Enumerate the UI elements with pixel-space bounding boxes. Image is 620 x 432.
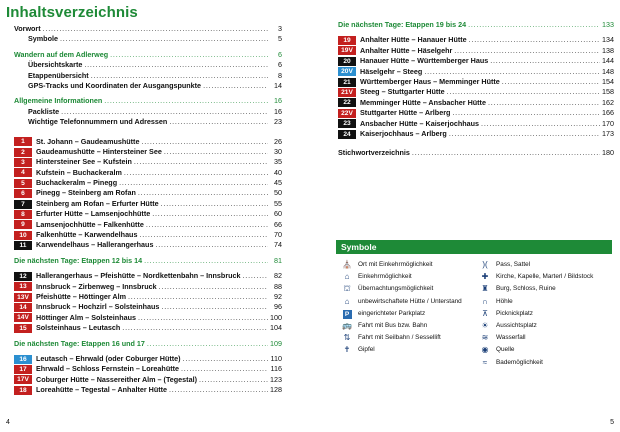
toc-entry-label: GPS-Tracks und Koordinaten der Ausgangspunkte xyxy=(28,80,202,90)
village-icon: ⛪ xyxy=(342,260,352,269)
toc-page-number: 109 xyxy=(270,338,282,348)
stage-number-badge: 7 xyxy=(14,200,32,209)
stage-number-badge: 1 xyxy=(14,137,32,146)
toc-entry-label: Anhalter Hütte – Hanauer Hütte xyxy=(360,35,467,45)
symbol-description: Wasserfall xyxy=(496,334,526,342)
stage-number-badge: 11 xyxy=(14,241,32,250)
symbol-description: Pass, Sattel xyxy=(496,261,531,268)
toc-stage-row[interactable] xyxy=(14,199,282,209)
leader-dots xyxy=(445,87,600,97)
leader-dots xyxy=(122,168,268,178)
toc-entry-label: Loreahütte – Tegestal – Anhalter Hütte xyxy=(36,385,167,395)
toc-page-number: 5 xyxy=(278,34,282,44)
symbol-legend-item xyxy=(336,321,474,332)
toc-entry-label: Erfurter Hütte – Lamsenjochhütte xyxy=(36,209,151,219)
toc-left-column xyxy=(14,24,282,396)
symbol-legend-item xyxy=(336,272,474,283)
toc-entry-label: Hallerangerhaus – Pfeishütte – Nordkettenbahn – Innsbruck xyxy=(36,271,241,281)
toc-stage-row[interactable] xyxy=(14,230,282,240)
picnic-icon: ⊼ xyxy=(482,308,488,318)
stage-number-badge: 20 xyxy=(338,57,356,66)
leader-dots xyxy=(137,230,268,240)
toc-entry-label: Wichtige Telefonnummern und Adressen xyxy=(28,117,168,127)
symbol-legend-item xyxy=(336,345,474,356)
leader-dots xyxy=(126,292,268,302)
leader-dots xyxy=(179,364,268,374)
toc-page-number: 170 xyxy=(602,118,614,128)
toc-entry-label: Vorwort xyxy=(14,24,41,33)
toc-stage-row[interactable] xyxy=(14,271,282,281)
leader-dots xyxy=(157,282,268,292)
leader-dots xyxy=(82,60,268,70)
symbol-description: Fahrt mit Bus bzw. Bahn xyxy=(358,321,428,329)
toc-page-number: 110 xyxy=(270,353,282,363)
symbol-description: Fahrt mit Seilbahn / Sessellift xyxy=(358,334,441,342)
page-title: Inhaltsverzeichnis xyxy=(6,4,138,21)
toc-stage-row[interactable] xyxy=(14,147,282,157)
toc-entry-label: Höttinger Alm – Solsteinhaus xyxy=(36,312,136,322)
toc-stage-row[interactable] xyxy=(14,323,282,333)
stage-number-badge: 5 xyxy=(14,179,32,188)
toc-stage-row[interactable] xyxy=(338,129,614,139)
toc-right-column xyxy=(338,20,614,159)
pass-icon: )( xyxy=(482,260,488,269)
toc-entry-label: Buchackeralm – Pinegg xyxy=(36,178,118,188)
leader-dots xyxy=(144,220,268,230)
leader-dots xyxy=(467,35,600,45)
toc-entry-label: Coburger Hütte – Nassereither Alm – (Tegestal) xyxy=(36,374,197,384)
stage-number-badge: 19V xyxy=(338,46,356,55)
toc-entry-label: Ehrwald – Schloss Fernstein – Loreahütte xyxy=(36,364,179,374)
leader-dots xyxy=(58,34,268,44)
waterfall-icon: ≋ xyxy=(481,333,489,343)
toc-entry-label: Etappenübersicht xyxy=(28,70,89,80)
inn-icon: ⌂ xyxy=(344,272,350,282)
toc-page-number: 88 xyxy=(274,281,282,291)
toc-page-number: 134 xyxy=(602,35,614,45)
toc-row[interactable] xyxy=(14,96,282,106)
stage-number-badge: 9 xyxy=(14,220,32,229)
toc-entry-label: Kaiserjochhaus – Arlberg xyxy=(360,128,447,138)
symbol-legend-item xyxy=(336,297,474,308)
stage-number-badge: 2 xyxy=(14,148,32,157)
symbol-legend-item xyxy=(336,260,474,271)
leader-dots xyxy=(410,148,600,158)
toc-stage-row[interactable] xyxy=(14,168,282,178)
leader-dots xyxy=(120,323,268,333)
toc-page-number: 144 xyxy=(602,56,614,66)
cablecar-icon: ⇅ xyxy=(343,333,351,343)
toc-row[interactable] xyxy=(14,117,282,127)
parking-icon: P xyxy=(336,309,358,319)
toc-entry-label: Steinberg am Rofan – Erfurter Hütte xyxy=(36,198,159,208)
toc-entry-label: Innsbruck – Zirbenweg – Innsbruck xyxy=(36,281,157,291)
leader-dots xyxy=(450,108,600,118)
leader-dots xyxy=(159,199,268,209)
toc-entry-label: Die nächsten Tage: Etappen 12 bis 14 xyxy=(14,255,143,265)
toc-page-number: 123 xyxy=(270,374,282,384)
cave-icon: ∩ xyxy=(482,296,488,306)
leader-dots xyxy=(422,67,600,77)
toc-entry-label: Innsbruck – Hochzirl – Solsteinhaus xyxy=(36,302,160,312)
hut-icon: ⌂ xyxy=(344,296,350,306)
toc-entry-label: Memminger Hütte – Ansbacher Hütte xyxy=(360,97,486,107)
stage-number-badge: 18 xyxy=(14,386,32,395)
symbol-description: unbewirtschaftete Hütte / Unterstand xyxy=(358,297,462,305)
toc-entry-label: Allgemeine Informationen xyxy=(14,96,103,106)
leader-dots xyxy=(167,117,268,127)
leader-dots xyxy=(162,147,268,157)
toc-row[interactable] xyxy=(14,24,282,34)
leader-dots xyxy=(167,385,268,395)
toc-page-number: 81 xyxy=(274,255,282,265)
toc-entry-label: Hintersteiner See – Kufstein xyxy=(36,157,132,167)
toc-entry-label: Wandern auf dem Adlerweg xyxy=(14,49,109,59)
toc-entry-label: Württemberger Haus – Memminger Hütte xyxy=(360,76,500,86)
stage-number-badge: 15 xyxy=(14,324,32,333)
toc-page-number: 26 xyxy=(274,136,282,146)
toc-row[interactable] xyxy=(338,20,614,30)
toc-page-number: 116 xyxy=(270,364,282,374)
leader-dots xyxy=(201,81,268,91)
stage-number-badge: 21 xyxy=(338,78,356,87)
toc-page-number: 82 xyxy=(274,271,282,281)
leader-dots xyxy=(241,271,269,281)
toc-entry-label: Falkenhütte – Karwendelhaus xyxy=(36,230,138,240)
toc-row[interactable] xyxy=(14,71,282,81)
stage-number-badge: 12 xyxy=(14,272,32,281)
toc-page-number: 158 xyxy=(602,87,614,97)
toc-stage-row[interactable] xyxy=(338,119,614,129)
toc-entry-label: Pfeishütte – Höttinger Alm xyxy=(36,291,126,301)
toc-stage-row[interactable] xyxy=(14,364,282,374)
bus-train-icon: 🚌 xyxy=(342,320,352,330)
toc-entry-label: Kufstein – Buchackeralm xyxy=(36,167,122,177)
leader-dots xyxy=(159,302,268,312)
viewpoint-icon: ☀ xyxy=(481,320,489,330)
symbol-description: Einkehrmöglichkeit xyxy=(358,273,412,281)
symbol-description: Übernachtungsmöglichkeit xyxy=(358,285,434,293)
symbol-legend-item xyxy=(474,321,612,332)
stage-number-badge: 14 xyxy=(14,303,32,312)
symbol-description: Burg, Schloss, Ruine xyxy=(496,285,556,293)
toc-stage-row[interactable] xyxy=(14,220,282,230)
leader-dots xyxy=(136,313,268,323)
toc-entry-label: Karwendelhaus – Hallerangerhaus xyxy=(36,240,154,250)
leader-dots xyxy=(145,339,268,349)
toc-entry-label: Packliste xyxy=(28,106,60,116)
toc-stage-row[interactable] xyxy=(14,178,282,188)
toc-entry-label: Häselgehr – Steeg xyxy=(360,66,423,76)
leader-dots xyxy=(488,56,600,66)
symbol-description: Kirche, Kapelle, Marterl / Bildstock xyxy=(496,273,594,281)
stage-number-badge: 10 xyxy=(14,231,32,240)
toc-entry-label: Stichwortverzeichnis xyxy=(338,148,410,158)
symbol-legend-item xyxy=(474,333,612,344)
stage-number-badge: 24 xyxy=(338,130,356,139)
swimming-icon: ≈ xyxy=(482,357,488,367)
symbol-description: Aussichtsplatz xyxy=(496,321,537,329)
toc-row[interactable] xyxy=(14,81,282,91)
toc-entry-label: Hanauer Hütte – Württemberger Haus xyxy=(360,56,489,66)
symbol-description: Quelle xyxy=(496,346,515,354)
toc-page-number: 60 xyxy=(274,209,282,219)
leader-dots xyxy=(142,256,268,266)
symbol-description: Ort mit Einkehrmöglichkeit xyxy=(358,261,433,268)
toc-stage-row[interactable] xyxy=(14,354,282,364)
leader-dots xyxy=(41,24,268,34)
symbol-description: eingerichteter Parkplatz xyxy=(358,309,426,317)
toc-stage-row[interactable] xyxy=(338,87,614,97)
toc-page-number: 45 xyxy=(274,178,282,188)
toc-stage-row[interactable] xyxy=(14,137,282,147)
leader-dots xyxy=(486,98,600,108)
symbol-description: Gipfel xyxy=(358,346,375,354)
leader-dots xyxy=(150,209,268,219)
toc-page-number: 8 xyxy=(278,70,282,80)
stage-number-badge: 4 xyxy=(14,168,32,177)
toc-stage-row[interactable] xyxy=(338,98,614,108)
toc-page-number: 6 xyxy=(278,60,282,70)
toc-entry-label: Symbole xyxy=(28,34,58,44)
toc-row[interactable] xyxy=(14,107,282,117)
leader-dots xyxy=(108,50,268,60)
toc-page-number: 154 xyxy=(602,76,614,86)
leader-dots xyxy=(102,96,268,106)
toc-stage-row[interactable] xyxy=(14,313,282,323)
toc-page-number: 70 xyxy=(274,230,282,240)
toc-page-number: 148 xyxy=(602,66,614,76)
stage-number-badge: 3 xyxy=(14,158,32,167)
castle-icon: ♜ xyxy=(481,284,489,294)
toc-stage-row[interactable] xyxy=(14,209,282,219)
toc-page-number: 50 xyxy=(274,188,282,198)
toc-row[interactable] xyxy=(14,60,282,70)
toc-stage-row[interactable] xyxy=(338,108,614,118)
toc-page-number: 6 xyxy=(278,49,282,59)
stage-number-badge: 13V xyxy=(14,293,32,302)
toc-page-number: 92 xyxy=(274,291,282,301)
symbol-legend-item xyxy=(474,309,612,320)
toc-entry-label: Steeg – Stuttgarter Hütte xyxy=(360,87,445,97)
leader-dots xyxy=(89,71,268,81)
stage-number-badge: 22 xyxy=(338,98,356,107)
symbol-description: Picknickplatz xyxy=(496,309,533,317)
toc-entry-label: Die nächsten Tage: Etappen 16 und 17 xyxy=(14,338,145,348)
stage-number-badge: 17V xyxy=(14,375,32,384)
toc-page-number: 166 xyxy=(602,108,614,118)
leader-dots xyxy=(132,157,268,167)
leader-dots xyxy=(452,46,600,56)
symbol-legend-item xyxy=(336,333,474,344)
leader-dots xyxy=(500,77,600,87)
symbol-legend-item xyxy=(474,260,612,271)
symbol-description: Höhle xyxy=(496,297,513,305)
stage-number-badge: 22V xyxy=(338,109,356,118)
toc-stage-row[interactable] xyxy=(14,282,282,292)
toc-entry-label: Anhalter Hütte – Häselgehr xyxy=(360,45,453,55)
toc-page-number: 40 xyxy=(274,167,282,177)
leader-dots xyxy=(139,137,268,147)
symbol-legend-item xyxy=(336,284,474,295)
symbol-legend-item xyxy=(474,272,612,283)
toc-stage-row[interactable] xyxy=(14,292,282,302)
leader-dots xyxy=(447,129,600,139)
toc-stage-row[interactable] xyxy=(14,157,282,167)
symbol-legend-item xyxy=(474,297,612,308)
toc-stage-row[interactable] xyxy=(338,35,614,45)
symbol-legend-item xyxy=(336,309,474,320)
symbol-legend-item xyxy=(474,358,612,369)
toc-page-number: 30 xyxy=(274,146,282,156)
toc-page-number: 128 xyxy=(270,385,282,395)
leader-dots xyxy=(153,240,268,250)
toc-page-number: 138 xyxy=(602,45,614,55)
stage-number-badge: 19 xyxy=(338,36,356,45)
leader-dots xyxy=(466,20,600,30)
toc-row[interactable] xyxy=(14,34,282,44)
toc-page-number: 3 xyxy=(278,24,282,33)
summit-cross-icon: ✝ xyxy=(343,345,351,355)
toc-stage-row[interactable] xyxy=(14,385,282,395)
overnight-icon: ⛫ xyxy=(343,284,351,294)
spring-icon: ◉ xyxy=(481,345,489,355)
toc-entry-label: Lamsenjochhütte – Falkenhütte xyxy=(36,219,144,229)
symbol-legend xyxy=(336,240,612,370)
toc-stage-row[interactable] xyxy=(14,375,282,385)
stage-number-badge: 23 xyxy=(338,119,356,128)
stage-number-badge: 14V xyxy=(14,313,32,322)
toc-entry-label: Pinegg – Steinberg am Rofan xyxy=(36,188,136,198)
toc-entry-label: Gaudeamushütte – Hintersteiner See xyxy=(36,146,162,156)
symbol-description: Bademöglichkeit xyxy=(496,358,543,366)
toc-stage-row[interactable] xyxy=(338,56,614,66)
leader-dots xyxy=(197,375,268,385)
stage-number-badge: 20V xyxy=(338,67,356,76)
leader-dots xyxy=(117,178,268,188)
toc-stage-row[interactable] xyxy=(338,46,614,56)
toc-row[interactable] xyxy=(338,148,614,158)
toc-entry-label: Solsteinhaus – Leutasch xyxy=(36,323,121,333)
church-icon: ✚ xyxy=(481,272,489,282)
toc-page-number: 96 xyxy=(274,302,282,312)
toc-page-number: 180 xyxy=(602,148,614,158)
toc-stage-row[interactable] xyxy=(14,302,282,312)
toc-page-number: 66 xyxy=(274,219,282,229)
toc-page-number: 133 xyxy=(602,20,614,29)
toc-entry-label: St. Johann – Gaudeamushütte xyxy=(36,136,140,146)
stage-number-badge: 8 xyxy=(14,210,32,219)
toc-page-number: 35 xyxy=(274,157,282,167)
toc-page-number: 104 xyxy=(270,323,282,333)
toc-stage-row[interactable] xyxy=(14,188,282,198)
toc-entry-label: Ansbacher Hütte – Kaiserjochhaus xyxy=(360,118,480,128)
toc-page-number: 14 xyxy=(274,80,282,90)
toc-page-number: 23 xyxy=(274,117,282,127)
toc-page-number: 16 xyxy=(274,106,282,116)
toc-page-number: 100 xyxy=(270,312,282,322)
symbol-legend-item xyxy=(474,345,612,356)
stage-number-badge: 17 xyxy=(14,365,32,374)
toc-stage-row[interactable] xyxy=(338,67,614,77)
stage-number-badge: 16 xyxy=(14,355,32,364)
toc-stage-row[interactable] xyxy=(338,77,614,87)
toc-page-number: 162 xyxy=(602,97,614,107)
toc-page-number: 16 xyxy=(274,96,282,106)
toc-entry-label: Stuttgarter Hütte – Arlberg xyxy=(360,108,451,118)
stage-number-badge: 13 xyxy=(14,282,32,291)
symbol-legend-heading: Symbole xyxy=(336,240,612,254)
toc-stage-row[interactable] xyxy=(14,240,282,250)
leader-dots xyxy=(181,354,268,364)
page-number-right: 5 xyxy=(610,419,614,426)
stage-number-badge: 21V xyxy=(338,88,356,97)
leader-dots xyxy=(479,119,600,129)
toc-row[interactable] xyxy=(14,50,282,60)
stage-number-badge: 6 xyxy=(14,189,32,198)
toc-page-number: 173 xyxy=(602,128,614,138)
toc-entry-label: Übersichtskarte xyxy=(28,60,83,70)
toc-row[interactable] xyxy=(14,256,282,266)
leader-dots xyxy=(136,188,268,198)
toc-entry-label: Die nächsten Tage: Etappen 19 bis 24 xyxy=(338,20,467,29)
page-number-left: 4 xyxy=(6,419,10,426)
toc-entry-label: Leutasch – Ehrwald (oder Coburger Hütte) xyxy=(36,353,181,363)
toc-page-number: 55 xyxy=(274,198,282,208)
leader-dots xyxy=(59,107,268,117)
toc-row[interactable] xyxy=(14,339,282,349)
symbol-legend-item xyxy=(474,284,612,295)
toc-page-number: 74 xyxy=(274,240,282,250)
